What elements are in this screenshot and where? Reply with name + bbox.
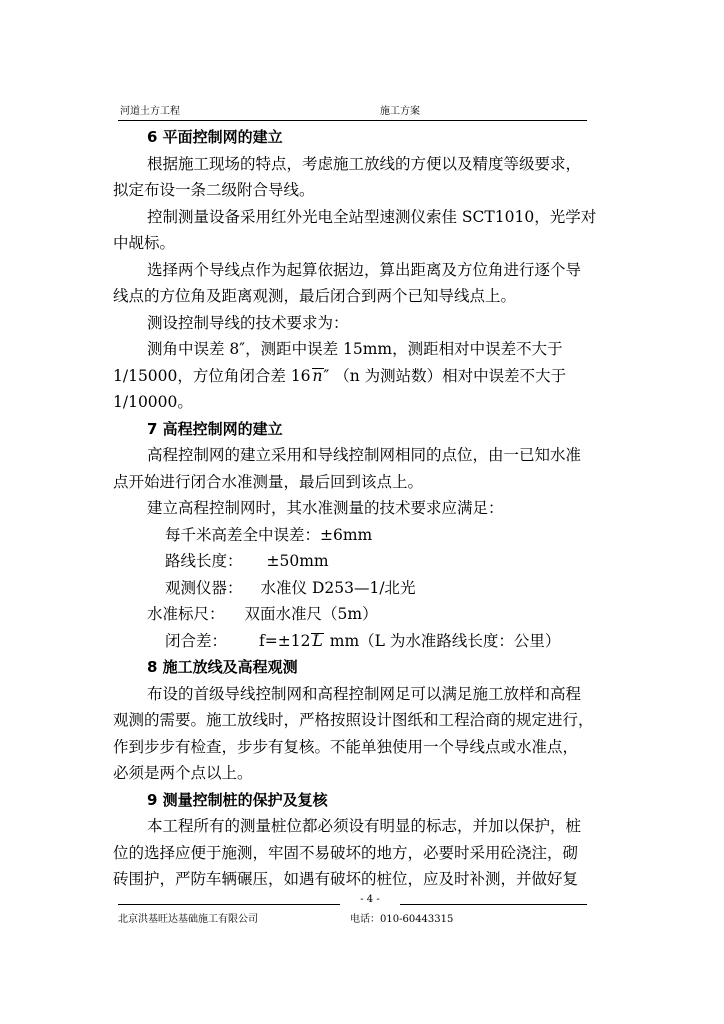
paragraph-line: 砖围护，严防车辆碾压，如遇有破坏的桩位，应及时补测，并做好复 xyxy=(113,870,579,888)
formula-text: f=±12 xyxy=(259,631,311,650)
paragraph-line: 测角中误差 8″，测距中误差 15mm，测距相对中误差不大于 xyxy=(147,340,563,358)
paragraph-line: 中觇标。 xyxy=(113,234,176,252)
paragraph-line: 根据施工现场的特点，考虑施工放线的方便以及精度等级要求， xyxy=(147,154,582,173)
paragraph-line: 布设的首级导线控制网和高程控制网足可以满足施工放样和高程 xyxy=(147,684,582,703)
page-number: - 4 - xyxy=(340,894,400,905)
formula-text: 1/15000，方位角闭合差 16 xyxy=(113,366,311,385)
requirement-value: 水准仪 D253—1/北光 xyxy=(260,578,416,597)
section-8-title: 8 施工放线及高程观测 xyxy=(147,658,298,676)
requirement-value: ±50mm xyxy=(266,552,329,570)
paragraph-line: 必须是两个点以上。 xyxy=(113,764,253,782)
requirement-label: 路线长度： xyxy=(165,552,243,570)
footer-company: 北京洪基旺达基础施工有限公司 xyxy=(118,914,258,925)
requirement-label: 观测仪器： xyxy=(165,578,243,597)
formula-line-azimuth xyxy=(113,363,633,390)
paragraph-line: 高程控制网的建立采用和导线控制网相同的点位，由一已知水准 xyxy=(147,446,582,464)
requirement-label: 闭合差： xyxy=(165,631,228,650)
requirement-line: 每千米高差全中误差：±6mm xyxy=(165,525,373,544)
formula-text: mm（L 为水准路线长度：公里） xyxy=(329,631,561,650)
document-body xyxy=(113,124,633,893)
header-doc-type: 施工方案 xyxy=(380,106,420,117)
paragraph-line: 点开始进行闭合水准测量，最后回到该点上。 xyxy=(113,472,424,491)
requirement-line xyxy=(113,548,633,575)
header-project-name: 河道土方工程 xyxy=(120,106,180,117)
paragraph-line: 观测的需要。施工放线时，严格按照设计图纸和工程洽商的规定进行， xyxy=(113,711,594,729)
paragraph-line: 线点的方位角及距离观测，最后闭合到两个已知导线点上。 xyxy=(113,287,517,305)
sqrt-l: L xyxy=(312,631,323,650)
footer-phone: 电话：010-60443315 xyxy=(350,914,454,925)
requirement-line xyxy=(113,628,633,655)
page-header xyxy=(118,106,587,121)
section-6-title: 6 平面控制网的建立 xyxy=(147,128,283,146)
requirement-value: 双面水准尺（5m） xyxy=(244,605,378,623)
requirement-label: 水准标尺： xyxy=(147,605,225,623)
paragraph-line: 位的选择应便于施测，牢固不易破坏的地方，必要时采用砼浇注，砌 xyxy=(113,843,579,862)
paragraph-line: 作到步步有检查，步步有复核。不能单独使用一个导线点或水准点， xyxy=(113,737,579,756)
paragraph-line: 建立高程控制网时，其水准测量的技术要求应满足： xyxy=(147,499,504,517)
paragraph-line: 本工程所有的测量桩位都必须设有明显的标志，并加以保护，桩 xyxy=(147,817,582,835)
requirement-line xyxy=(113,575,633,602)
requirement-line xyxy=(113,601,633,628)
paragraph-line: 1/10000。 xyxy=(113,393,193,411)
paragraph-line: 控制测量设备采用红外光电全站型速测仪索佳 SCT1010，光学对 xyxy=(147,207,597,226)
section-9-title: 9 测量控制桩的保护及复核 xyxy=(147,790,328,809)
formula-text: ″ （n 为测站数）相对中误差不大于 xyxy=(323,366,567,385)
section-7-title: 7 高程控制网的建立 xyxy=(147,419,283,438)
paragraph-line: 选择两个导线点作为起算依据边，算出距离及方位角进行逐个导 xyxy=(147,260,582,279)
paragraph-line: 拟定布设一条二级附合导线。 xyxy=(113,181,315,199)
sqrt-n: n xyxy=(312,366,323,385)
paragraph-line: 测设控制导线的技术要求为： xyxy=(147,313,349,332)
